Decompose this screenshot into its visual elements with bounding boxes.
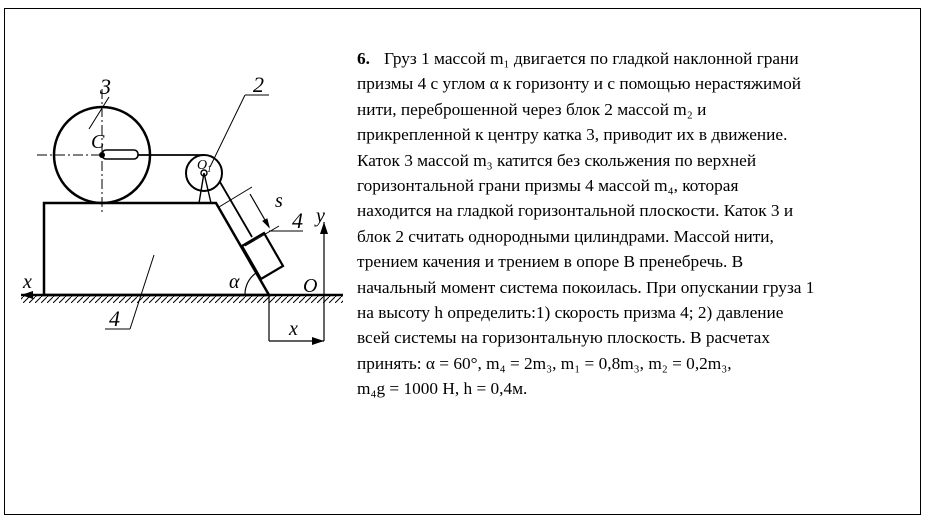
leader-3 bbox=[89, 97, 109, 129]
label-x-bottom: x bbox=[289, 318, 298, 340]
problem-line: m₄g = 1000 Н, h = 0,4м. bbox=[357, 379, 528, 399]
x-axis-bottom-arrow bbox=[312, 337, 324, 345]
leader-4-bottom bbox=[130, 255, 154, 329]
problem-line: начальный момент система покоилась. При опускании груза 1 bbox=[357, 277, 815, 297]
problem-line: всей системы на горизонтальную плоскость. В расчетах bbox=[357, 328, 770, 348]
problem-line: на высоту h определить:1) скорость призма 4; 2) давление bbox=[357, 303, 784, 323]
problem-line: нити, переброшенной через блок 2 массой m₂ и bbox=[357, 99, 707, 119]
pulley-support-right bbox=[204, 173, 211, 203]
label-pulley-center: O bbox=[197, 158, 208, 173]
label-alpha: α bbox=[229, 271, 240, 293]
label-s: s bbox=[275, 190, 283, 212]
label-prism-bottom: 4 bbox=[109, 306, 120, 331]
problem-line: 6. Груз 1 массой m₁ двигается по гладкой наклонной грани bbox=[357, 49, 799, 68]
label-prism-right: 4 bbox=[292, 208, 303, 233]
problem-line: призмы 4 с углом α к горизонту и с помощью нерастяжимой bbox=[357, 74, 802, 94]
load-1 bbox=[242, 233, 283, 279]
problem-line: горизонтальной грани призмы 4 массой m₄, которая bbox=[357, 176, 739, 196]
mechanics-figure bbox=[5, 9, 350, 389]
pulley-support-left bbox=[199, 173, 204, 203]
label-disk: 3 bbox=[100, 74, 111, 99]
problem-card bbox=[4, 8, 921, 515]
problem-line: прикрепленной к центру катка 3, приводит их в движение. bbox=[357, 125, 788, 145]
label-x-left: x bbox=[23, 271, 32, 293]
s-arrow bbox=[263, 219, 269, 227]
problem-number: 6. bbox=[357, 49, 370, 68]
leader-2 bbox=[210, 95, 245, 167]
label-pulley: 2 bbox=[253, 72, 264, 97]
problem-line: находится на гладкой горизонтальной плоскости. Каток 3 и bbox=[357, 201, 794, 221]
problem-line: принять: α = 60°, m₄ = 2m₃, m₁ = 0,8m₃, m₂ = 0,2m₃, bbox=[357, 353, 732, 373]
problem-text bbox=[357, 46, 877, 402]
label-origin: O bbox=[303, 275, 318, 297]
problem-line: блок 2 считать однородными цилиндрами. Массой нити, bbox=[357, 226, 774, 246]
problem-line: трением качения и трением в опоре B пренебречь. В bbox=[357, 252, 744, 272]
problem-line: Каток 3 массой m₃ катится без скольжения по верхней bbox=[357, 150, 757, 170]
roller-axle bbox=[102, 150, 138, 159]
label-center: C bbox=[91, 131, 105, 153]
label-pulley-center-sub: 1 bbox=[207, 164, 212, 174]
alpha-arc bbox=[245, 273, 256, 295]
label-y: y bbox=[316, 205, 325, 227]
